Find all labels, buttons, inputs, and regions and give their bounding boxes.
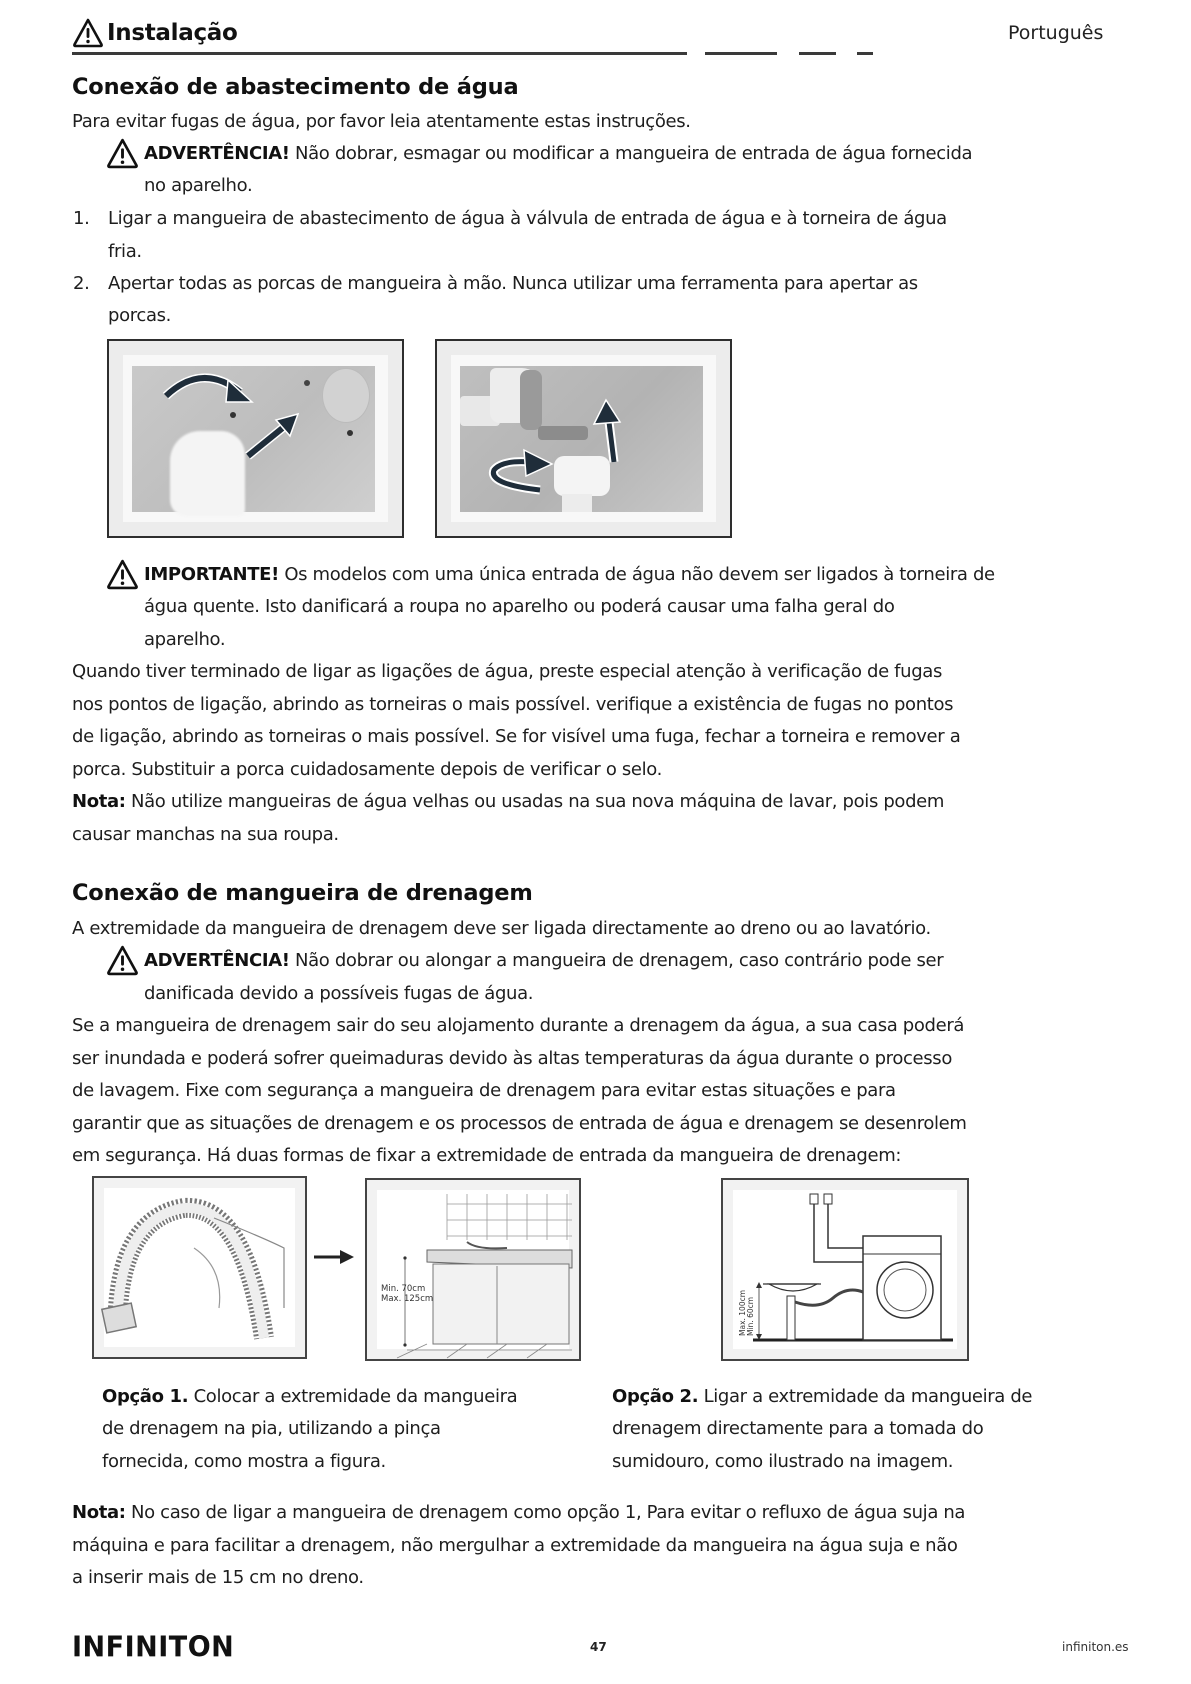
up-arrow-icon [460,366,703,512]
drain-note-line-3: a inserir mais de 15 cm no dreno. [72,1567,364,1588]
important-label: IMPORTANTE! [144,564,279,585]
header-rule-dash [705,52,777,55]
check-paragraph-line: de ligação, abrindo as torneiras o mais possível. Se for visível uma fuga, fechar a torneira e remover a [72,726,961,747]
note-label: Nota: [72,1502,126,1523]
standpipe-max-height-label: Max. 100cm [738,1289,747,1336]
warning-triangle-icon [106,137,139,170]
water-supply-intro: Para evitar fugas de água, por favor leia atentamente estas instruções. [72,111,691,132]
option-2-label: Opção 2. [612,1386,699,1407]
water-warning-line-2: no aparelho. [144,175,253,196]
header-rule-dash [799,52,836,55]
page-number: 47 [590,1640,607,1654]
step-number: 1. [73,208,90,229]
sink-installation-illustration [365,1178,581,1361]
step-2-line-1: Apertar todas as porcas de mangueira à mão. Nunca utilizar uma ferramenta para apertar as [108,273,918,294]
curved-arrow-icon [132,366,375,512]
drain-paragraph-line: de lavagem. Fixe com segurança a mangueira de drenagem para evitar estas situações e para [72,1080,896,1101]
water-note-line-1: Nota: Não utilize mangueiras de água velhas ou usadas na sua nova máquina de lavar, pois podem [72,791,945,812]
note-label: Nota: [72,791,126,812]
drain-warning-line-1: ADVERTÊNCIA! Não dobrar ou alongar a mangueira de drenagem, caso contrário pode ser [144,950,944,971]
check-paragraph-line: nos pontos de ligação, abrindo as torneiras o mais possível. verifique a existência de fugas no pontos [72,694,954,715]
drain-paragraph-line: garantir que as situações de drenagem e os processos de entrada de água e drenagem se desenrolem [72,1113,967,1134]
step-2-line-2: porcas. [108,305,172,326]
drain-warning-line-2: danificada devido a possíveis fugas de água. [144,983,534,1004]
important-line-1: IMPORTANTE! Os modelos com uma única entrada de água não devem ser ligados à torneira de [144,564,995,585]
sink-max-height-label: Max. 125cm [381,1294,434,1304]
right-arrow-icon [314,1250,354,1264]
option-2-line-2: drenagem directamente para a tomada do [612,1418,984,1439]
warning-triangle-icon [72,17,104,49]
standpipe-min-height-label: Min. 60cm [746,1296,755,1336]
option-1-line-2: de drenagem na pia, utilizando a pinça [102,1418,441,1439]
water-supply-heading: Conexão de abastecimento de água [72,74,519,100]
website-link[interactable]: infiniton.es [1062,1640,1129,1654]
warning-triangle-icon [106,558,139,591]
option-2-line-1: Opção 2. Ligar a extremidade da mangueira de [612,1386,1033,1407]
check-paragraph-line: Quando tiver terminado de ligar as ligações de água, preste especial atenção à verificação de fugas [72,661,942,682]
option-1-line-1: Opção 1. Colocar a extremidade da mangueira [102,1386,518,1407]
tap-connection-photo [435,339,732,538]
hose-guide-illustration [92,1176,307,1359]
option-1-line-3: fornecida, como mostra a figura. [102,1451,386,1472]
section-title [72,16,238,50]
option-2-line-3: sumidouro, como ilustrado na imagem. [612,1451,954,1472]
section-title-text: Instalação [107,20,238,46]
warning-label: ADVERTÊNCIA! [144,143,290,164]
step-1-line-2: fria. [108,241,142,262]
option-1-label: Opção 1. [102,1386,189,1407]
header-rule-dash [857,52,873,55]
sink-min-height-label: Min. 70cm [381,1284,426,1294]
drain-intro: A extremidade da mangueira de drenagem deve ser ligada directamente ao dreno ou ao lavatório. [72,918,931,939]
drain-paragraph-line: ser inundada e poderá sofrer queimaduras devido às altas temperaturas da água durante o processo [72,1048,952,1069]
water-warning-line-1: ADVERTÊNCIA! Não dobrar, esmagar ou modificar a mangueira de entrada de água fornecida [144,143,973,164]
drain-paragraph-line: Se a mangueira de drenagem sair do seu alojamento durante a drenagem da água, a sua casa poderá [72,1015,965,1036]
step-1-line-1: Ligar a mangueira de abastecimento de água à válvula de entrada de água e à torneira de água [108,208,947,229]
drain-heading: Conexão de mangueira de drenagem [72,880,533,906]
inlet-valve-photo [107,339,404,538]
drain-paragraph-line: em segurança. Há duas formas de fixar a extremidade de entrada da mangueira de drenagem: [72,1145,902,1166]
drain-note-line-1: Nota: No caso de ligar a mangueira de drenagem como opção 1, Para evitar o refluxo de água suja na [72,1502,966,1523]
check-paragraph-line: porca. Substituir a porca cuidadosamente depois de verificar o selo. [72,759,663,780]
step-number: 2. [73,273,90,294]
warning-triangle-icon [106,944,139,977]
important-line-2: água quente. Isto danificará a roupa no aparelho ou poderá causar uma falha geral do [144,596,895,617]
standpipe-installation-illustration [721,1178,969,1361]
water-note-line-2: causar manchas na sua roupa. [72,824,339,845]
header-rule [72,52,687,55]
warning-label: ADVERTÊNCIA! [144,950,290,971]
language-label: Português [1008,22,1104,44]
drain-note-line-2: máquina e para facilitar a drenagem, não mergulhar a extremidade da mangueira na água suja e não [72,1535,958,1556]
brand-logo: INFINITON [72,1631,235,1664]
important-line-3: aparelho. [144,629,226,650]
